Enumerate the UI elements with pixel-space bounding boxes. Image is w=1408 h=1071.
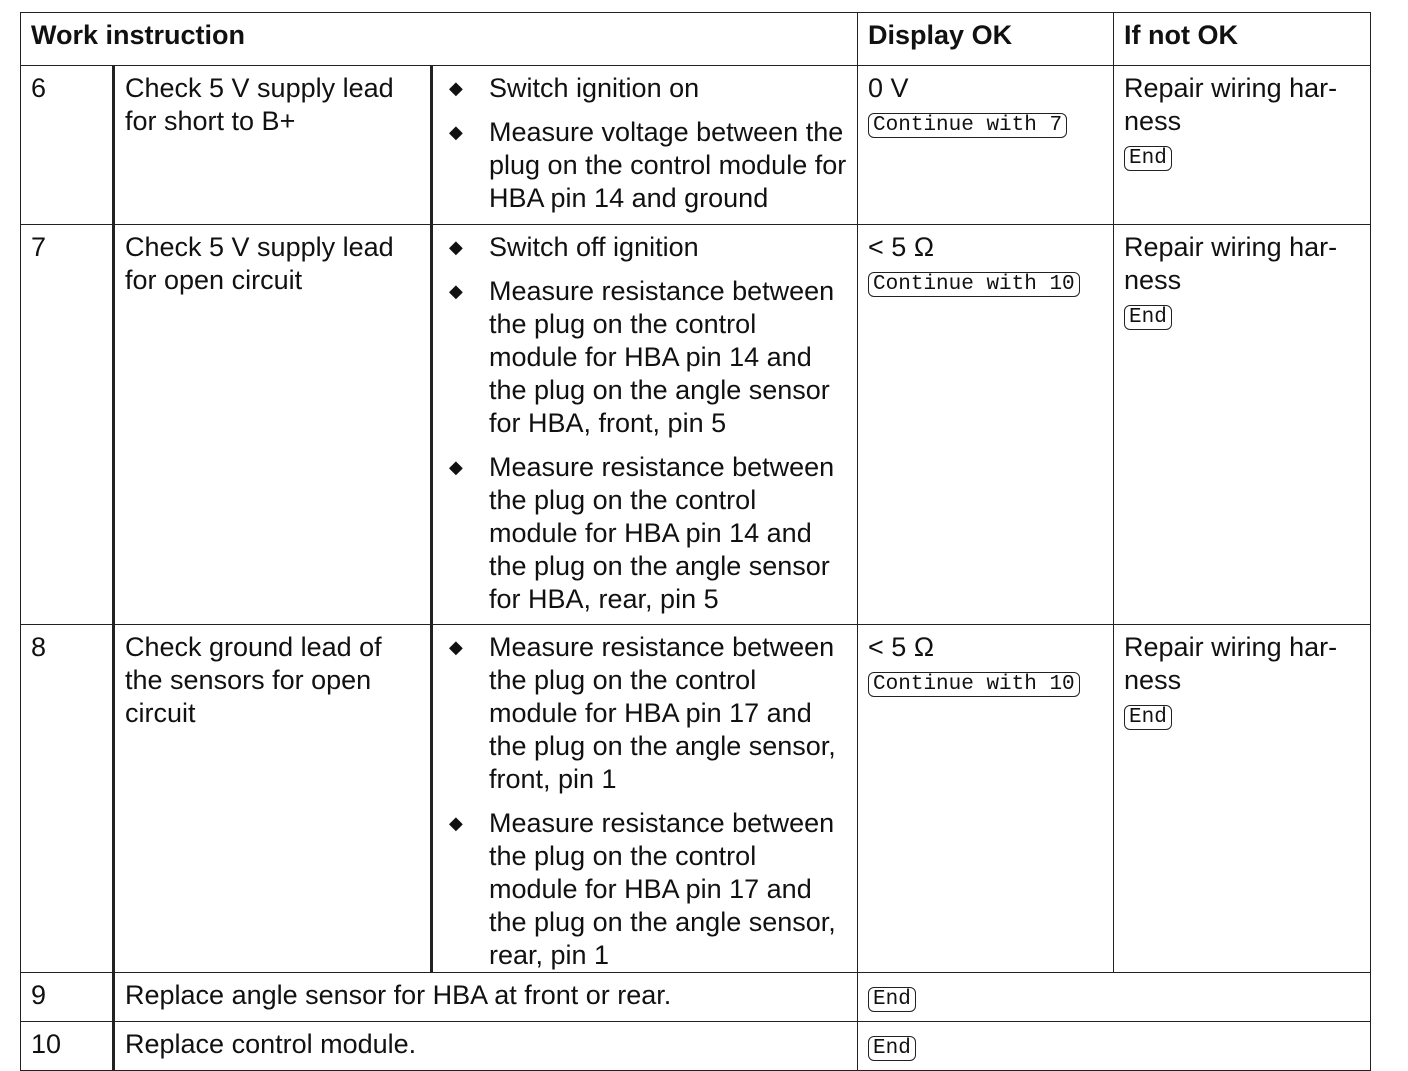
display-value: 0 V xyxy=(868,73,909,103)
check-description: Check 5 V supply lead for open circuit xyxy=(114,225,432,625)
display-value: < 5 Ω xyxy=(868,632,935,662)
header-display-ok: Display OK xyxy=(858,13,1114,66)
display-ok-cell xyxy=(858,225,1114,625)
end-key: End xyxy=(1124,705,1172,730)
table-row-step-6 xyxy=(21,66,1371,225)
step-number: 7 xyxy=(21,225,114,625)
instruction-text: Switch off ignition xyxy=(489,232,699,262)
continue-key: Continue with 7 xyxy=(868,113,1067,138)
instruction-text: Measure resistance between the plug on the control module for HBA pin 17 and the plug on the angle sensor, front, pin 1 xyxy=(489,632,836,794)
display-ok-cell xyxy=(858,973,1371,1022)
instruction-text: Replace control module. xyxy=(114,1022,858,1071)
instruction-text: Replace angle sensor for HBA at front or rear. xyxy=(114,973,858,1022)
check-description: Check ground lead of the sensors for open circuit xyxy=(114,625,432,973)
diamond-bullet-icon: ◆ xyxy=(449,122,463,142)
display-value: < 5 Ω xyxy=(868,232,935,262)
fail-action: Repair wiring har-ness xyxy=(1124,632,1338,695)
display-ok-cell xyxy=(858,1022,1371,1071)
instruction-text: Measure resistance between the plug on the control module for HBA pin 17 and the plug on the angle sensor, rear, pin 1 xyxy=(489,808,836,970)
instruction-list xyxy=(432,625,858,973)
instruction-text: Measure resistance between the plug on the control module for HBA pin 14 and the plug on the angle sensor for HBA, front, pin 5 xyxy=(489,276,835,438)
instruction-item xyxy=(443,116,847,215)
step-number: 10 xyxy=(21,1022,114,1071)
instruction-item xyxy=(443,72,847,105)
instruction-text: Measure resistance between the plug on the control module for HBA pin 14 and the plug on the angle sensor for HBA, rear, pin 5 xyxy=(489,452,835,614)
instruction-item xyxy=(443,807,847,972)
header-work-instruction: Work instruction xyxy=(21,13,858,66)
end-key: End xyxy=(868,987,916,1012)
instruction-item xyxy=(443,231,847,264)
diamond-bullet-icon: ◆ xyxy=(449,457,463,477)
step-number: 9 xyxy=(21,973,114,1022)
end-key: End xyxy=(1124,305,1172,330)
display-ok-cell xyxy=(858,625,1114,973)
table-row-step-8 xyxy=(21,625,1371,973)
step-number: 6 xyxy=(21,66,114,225)
diamond-bullet-icon: ◆ xyxy=(449,813,463,833)
table-row-step-10 xyxy=(21,1022,1371,1071)
table-row-step-9 xyxy=(21,973,1371,1022)
check-description: Check 5 V supply lead for short to B+ xyxy=(114,66,432,225)
if-not-ok-cell xyxy=(1114,66,1371,225)
fail-action: Repair wiring har-ness xyxy=(1124,73,1338,136)
step-number: 8 xyxy=(21,625,114,973)
diamond-bullet-icon: ◆ xyxy=(449,237,463,257)
header-if-not-ok: If not OK xyxy=(1114,13,1371,66)
if-not-ok-cell xyxy=(1114,625,1371,973)
diamond-bullet-icon: ◆ xyxy=(449,281,463,301)
continue-key: Continue with 10 xyxy=(868,272,1080,297)
diamond-bullet-icon: ◆ xyxy=(449,78,463,98)
instruction-list xyxy=(432,225,858,625)
end-key: End xyxy=(868,1036,916,1061)
if-not-ok-cell xyxy=(1114,225,1371,625)
diamond-bullet-icon: ◆ xyxy=(449,637,463,657)
header-row xyxy=(21,13,1371,66)
fail-action: Repair wiring har-ness xyxy=(1124,232,1338,295)
display-ok-cell xyxy=(858,66,1114,225)
instruction-item xyxy=(443,631,847,796)
instruction-text: Measure voltage between the plug on the control module for HBA pin 14 and ground xyxy=(489,117,847,213)
work-instruction-table xyxy=(20,12,1371,1071)
instruction-item xyxy=(443,275,847,440)
table-row-step-7 xyxy=(21,225,1371,625)
continue-key: Continue with 10 xyxy=(868,672,1080,697)
instruction-item xyxy=(443,451,847,616)
instruction-list xyxy=(432,66,858,225)
instruction-text: Switch ignition on xyxy=(489,73,700,103)
end-key: End xyxy=(1124,146,1172,171)
